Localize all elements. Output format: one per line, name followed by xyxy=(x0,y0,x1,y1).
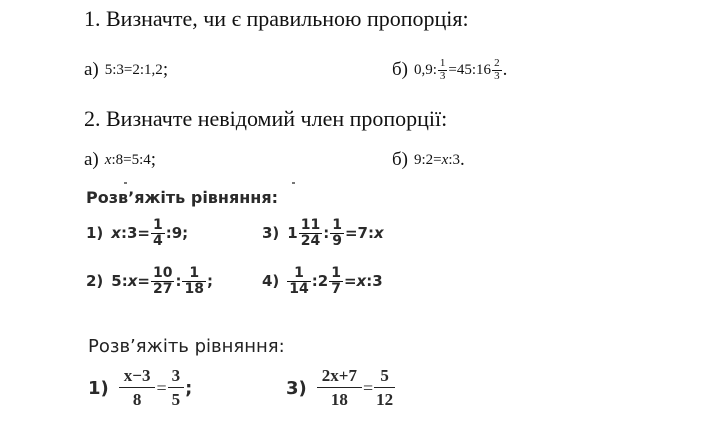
fraction xyxy=(287,266,310,296)
task2-title: 2. Визначте невідомий член пропорції: xyxy=(84,106,448,131)
fraction xyxy=(119,367,156,409)
expression-part: =45:16 xyxy=(448,61,492,78)
task3-eq4 xyxy=(262,260,383,302)
item-label: 2) xyxy=(86,272,104,290)
proportion-expression: 5:3=2:1,2 xyxy=(104,61,163,78)
denominator: 27 xyxy=(153,280,173,297)
expression-part: 5: xyxy=(111,272,128,290)
task1-item-a xyxy=(84,55,168,85)
item-label: 3) xyxy=(286,377,307,399)
proportion-expression xyxy=(414,152,460,169)
numerator: 11 xyxy=(300,216,321,233)
denominator: 9 xyxy=(332,232,342,249)
scan-dot xyxy=(292,182,295,184)
denominator: 5 xyxy=(171,390,181,409)
denominator: 12 xyxy=(376,390,394,409)
denominator: 14 xyxy=(289,280,309,297)
item-label: 4) xyxy=(262,272,280,290)
expression-part: :3 xyxy=(448,151,460,168)
fraction xyxy=(182,266,205,296)
punctuation: ; xyxy=(150,149,157,170)
punctuation: . xyxy=(459,149,465,170)
denominator: 7 xyxy=(331,280,341,297)
fraction xyxy=(329,266,343,296)
numerator: 1 xyxy=(153,216,163,233)
item-label: а) xyxy=(84,59,99,80)
task2-item-b xyxy=(392,146,465,174)
expression-part: = xyxy=(362,377,374,398)
numerator: 1 xyxy=(331,264,341,281)
numerator: x−3 xyxy=(119,367,156,388)
fraction xyxy=(438,58,448,82)
numerator: 1 xyxy=(287,266,310,282)
item-label: 3) xyxy=(262,224,280,242)
task1-item-b xyxy=(392,48,507,92)
numerator: 3 xyxy=(168,367,185,388)
expression-part: :3 xyxy=(366,272,383,290)
scan-dot xyxy=(124,182,127,184)
variable: x xyxy=(356,272,367,290)
denominator: 18 xyxy=(184,280,204,297)
fraction xyxy=(374,367,395,409)
fraction xyxy=(151,266,174,296)
proportion-expression xyxy=(105,152,151,169)
task4-eq3 xyxy=(286,362,396,414)
numerator: 2x+7 xyxy=(317,367,362,388)
denominator: 3 xyxy=(439,69,446,82)
numerator: 5 xyxy=(374,367,395,388)
mixed-whole: 1 xyxy=(287,224,298,242)
numerator: 1 xyxy=(332,216,342,233)
punctuation: . xyxy=(502,59,508,80)
denominator: 18 xyxy=(330,390,348,409)
expression-part: = xyxy=(137,272,150,290)
denominator: 8 xyxy=(132,390,142,409)
variable: x xyxy=(127,272,138,290)
task4-eq1 xyxy=(88,362,192,414)
numerator: 1 xyxy=(182,266,205,282)
task4-title: Розв’яжіть рівняння: xyxy=(88,336,285,357)
fraction xyxy=(492,58,502,82)
task3-eq1 xyxy=(86,212,188,254)
task3-eq3 xyxy=(262,212,384,254)
denominator: 3 xyxy=(494,69,500,82)
variable: x xyxy=(441,151,449,168)
item-label: б) xyxy=(392,59,408,80)
punctuation: ; xyxy=(185,377,193,399)
expression-part: :2 xyxy=(311,272,329,290)
expression-part: = xyxy=(156,377,167,398)
numerator: 10 xyxy=(153,264,173,281)
fraction xyxy=(330,218,344,248)
fraction xyxy=(299,218,322,248)
expression-part: = xyxy=(343,272,357,290)
numerator: 2 xyxy=(494,56,500,69)
expression-part: : xyxy=(323,224,330,242)
expression-part: =7: xyxy=(344,224,374,242)
denominator: 4 xyxy=(153,232,163,249)
fraction xyxy=(168,367,185,409)
task2-item-a xyxy=(84,146,156,174)
item-label: б) xyxy=(392,149,408,170)
expression-part: 9:2= xyxy=(414,151,442,168)
denominator: 24 xyxy=(300,232,321,249)
item-label: 1) xyxy=(86,224,104,242)
task3-eq2 xyxy=(86,260,213,302)
expression-part: :9; xyxy=(165,224,189,242)
punctuation: ; xyxy=(206,272,213,290)
fraction xyxy=(317,367,362,409)
expression-part: : xyxy=(175,272,182,290)
numerator: 1 xyxy=(439,56,446,69)
expression-part: 0,9: xyxy=(414,61,437,78)
task3-title: Розв’яжіть рівняння: xyxy=(86,188,279,207)
variable: x xyxy=(373,224,384,242)
punctuation: ; xyxy=(162,59,169,80)
task1-title: 1. Визначте, чи є правильною пропорція: xyxy=(84,6,469,31)
item-label: а) xyxy=(84,149,99,170)
item-label: 1) xyxy=(88,377,109,399)
expression-part: :3= xyxy=(120,224,150,242)
variable: x xyxy=(111,224,121,242)
fraction xyxy=(151,218,165,248)
expression-part: :8=5:4 xyxy=(111,151,151,168)
variable: x xyxy=(104,151,112,168)
